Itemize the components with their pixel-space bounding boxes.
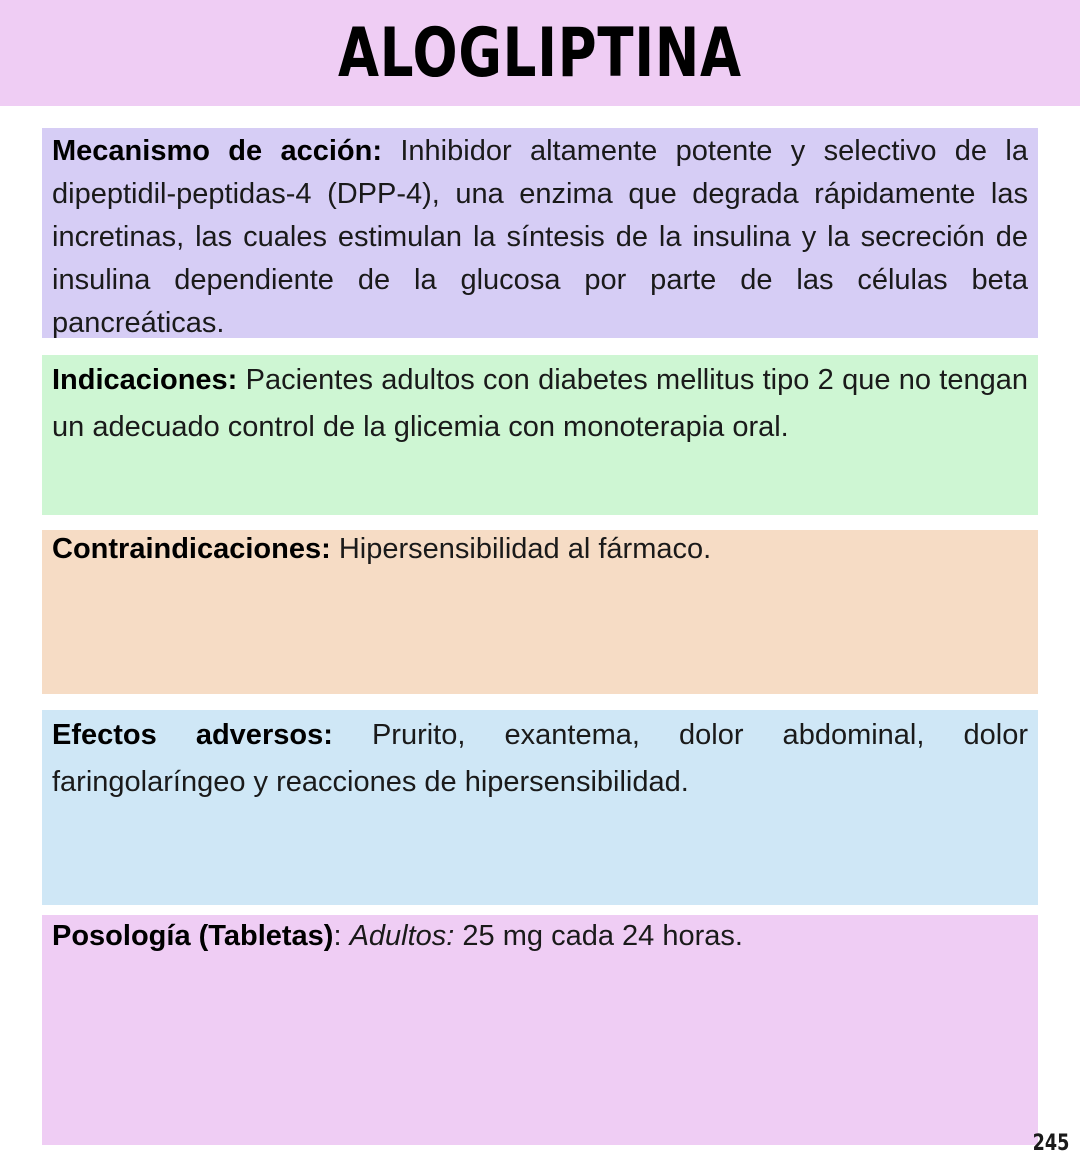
section-label: Contraindicaciones: xyxy=(52,533,331,565)
section-label: Indicaciones: xyxy=(52,364,238,396)
section-dosage xyxy=(42,915,1038,1145)
section-text: Prurito, exantema, dolor abdominal, dolor faringolaríngeo y reacciones de hipersensibilidad. xyxy=(52,719,1029,798)
section-italic: Adultos: xyxy=(349,920,455,952)
page-title: ALOGLIPTINA xyxy=(338,13,742,93)
section-indications xyxy=(42,355,1038,515)
section-label: Efectos adversos: xyxy=(52,719,333,751)
section-contraindications xyxy=(42,530,1038,694)
section-text: 25 mg cada 24 horas. xyxy=(454,920,743,952)
section-adverse-effects xyxy=(42,710,1038,905)
section-text: Inhibidor altamente potente y selectivo de la dipeptidil-peptidas-4 (DPP-4), una enzima que degrada rápidamente las incretinas, las cuales estimulan la síntesis de la insulina y la secreción de insulina dependiente de la glucosa por parte de las células beta pancreáticas. xyxy=(52,135,1028,339)
section-label: Posología (Tabletas) xyxy=(52,920,334,952)
section-text: Pacientes adultos con diabetes mellitus tipo 2 que no tengan un adecuado control de la glicemia con monoterapia oral. xyxy=(52,364,1028,443)
section-separator: : xyxy=(333,920,350,952)
title-banner xyxy=(0,0,1080,106)
section-text: Hipersensibilidad al fármaco. xyxy=(330,533,712,565)
section-mechanism xyxy=(42,128,1038,338)
page-number: 245 xyxy=(1032,1131,1070,1156)
section-label: Mecanismo de acción: xyxy=(52,135,383,167)
